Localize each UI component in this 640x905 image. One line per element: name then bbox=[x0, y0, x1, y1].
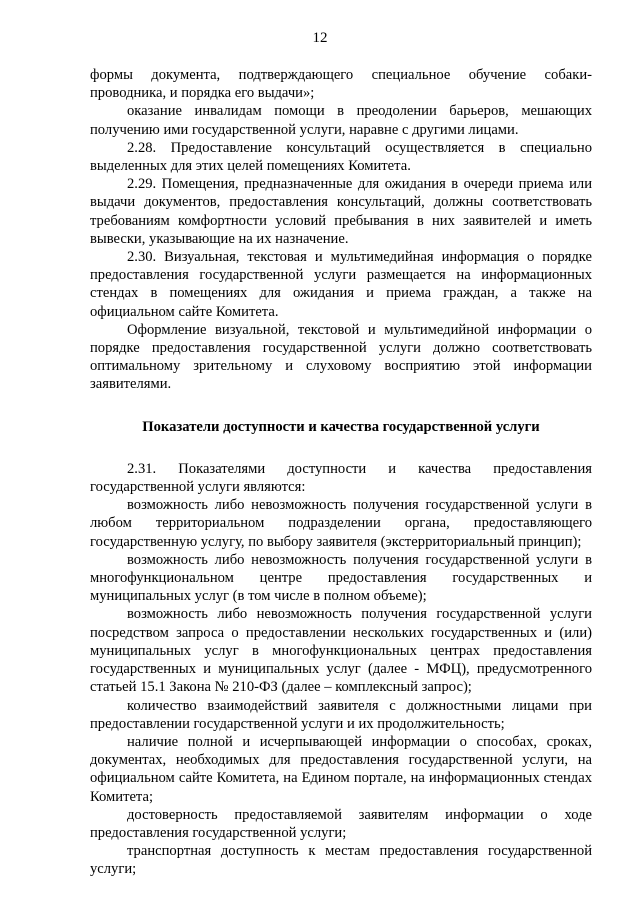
paragraph: формы документа, подтверждающего специальное обучение собаки-проводника, и порядка его выдачи»; bbox=[90, 67, 592, 102]
paragraph: возможность либо невозможность получения государственной услуги в многофункциональном центре предоставления государственных и муниципальных услуг (в том числе в полном объеме); bbox=[90, 551, 592, 605]
paragraph: 2.30. Визуальная, текстовая и мультимедийная информация о порядке предоставления государственной услуги размещается на информационных стендах в помещениях для ожидания и приема граждан, а также на официальном сайте Комитета. bbox=[90, 249, 592, 320]
paragraph: возможность либо невозможность получения государственной услуги посредством запроса о предоставлении нескольких государственных и (или) муниципальных услуг в многофункциональных центрах предоставления государственных и муниципальных услуг (далее - МФЦ), предусмотренного статьей 15.1 Закона № 210-ФЗ (далее – комплексный запрос); bbox=[90, 606, 592, 696]
paragraph: наличие полной и исчерпывающей информации о способах, сроках, документах, необходимых для предоставления государственной услуги, на официальном сайте Комитета, на Едином портале, на информационных стендах Комитета; bbox=[90, 733, 592, 805]
paragraph: 2.28. Предоставление консультаций осуществляется в специально выделенных для этих целей помещениях Комитета. bbox=[90, 139, 592, 175]
document-body bbox=[90, 66, 592, 879]
paragraph: оказание инвалидам помощи в преодолении барьеров, мешающих получению ими государственной услуги, наравне с другими лицами. bbox=[90, 103, 592, 138]
section-heading: Показатели доступности и качества государственной услуги bbox=[142, 418, 540, 435]
page-number: 12 bbox=[312, 30, 328, 46]
paragraph: достоверность предоставляемой заявителям информации о ходе предоставления государственной услуги; bbox=[90, 806, 592, 841]
paragraph: количество взаимодействий заявителя с должностными лицами при предоставлении государственной услуги и их продолжительность; bbox=[90, 697, 592, 732]
paragraph: транспортная доступность к местам предоставления государственной услуги; bbox=[90, 843, 592, 878]
paragraph: 2.31. Показателями доступности и качества предоставления государственной услуги являются: bbox=[90, 460, 592, 496]
paragraph: Оформление визуальной, текстовой и мультимедийной информации о порядке предоставления государственной услуги должно соответствовать оптимальному зрительному и слуховому восприятию этой информации заявителями. bbox=[90, 321, 592, 393]
paragraph: 2.29. Помещения, предназначенные для ожидания в очереди приема или выдачи документов, предоставления консультаций, должны соответствовать требованиям комфортности условий пребывания в них заявителей и иметь вывески, указывающие на их назначение. bbox=[90, 176, 592, 247]
paragraph: возможность либо невозможность получения государственной услуги в любом территориальном подразделении органа, предоставляющего государственную услугу, по выбору заявителя (экстерриториальный принцип); bbox=[90, 497, 592, 550]
